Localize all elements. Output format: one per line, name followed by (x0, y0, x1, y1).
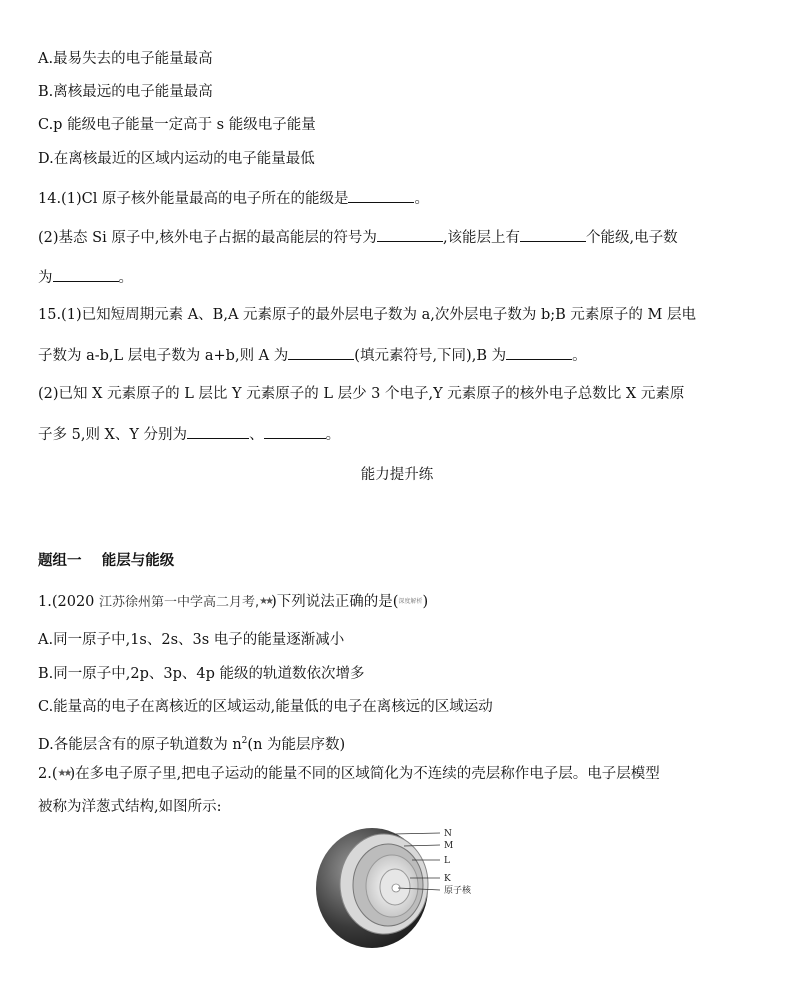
electron-shell-figure (312, 824, 492, 948)
group-title: 题组一 能层与能级 (38, 553, 175, 569)
q14-part2-cont: 为 。 (38, 267, 133, 288)
q15-line1: 15.(1)已知短周期元素 A、B,A 元素原子的最外层电子数为 a,次外层电子数为 b;B 元素原子的 M 层电 (38, 307, 696, 323)
q2-line1: 2.(★★)在多电子原子里,把电子运动的能量不同的区域简化为不连续的壳层称作电子层。电子层模型 (38, 766, 660, 782)
answer-blank[interactable] (187, 424, 249, 439)
q14-part2: (2)基态 Si 原子中,核外电子占据的最高能层的符号为 ,该能层上有 个能级,电子数 (38, 227, 678, 248)
difficulty-star-icon: ★★ (57, 768, 70, 779)
q1-stem: 1.(2020 江苏徐州第一中学高二月考,★★)下列说法正确的是(深度解析) (38, 594, 429, 610)
q1-option-d: D.各能层含有的原子轨道数为 $n^2(n$ 为能层序数) (38, 736, 346, 753)
q13-option-a: A.最易失去的电子能量最高 (38, 51, 213, 67)
q15-line2: 子数为 a-b,L 层电子数为 a+b,则 A 为 (填元素符号,下同),B 为 。 (38, 345, 587, 366)
answer-blank[interactable] (520, 227, 586, 242)
label-nucleus: 原子核 (444, 886, 472, 896)
answer-blank[interactable] (348, 188, 414, 203)
label-m: M (444, 841, 454, 851)
q13-option-b: B.离核最远的电子能量最高 (38, 84, 213, 100)
q13-option-d: D.在离核最近的区域内运动的电子能量最低 (38, 151, 315, 167)
label-n: N (444, 829, 452, 839)
q15-line3: (2)已知 X 元素原子的 L 层比 Y 元素原子的 L 层少 3 个电子,Y 元素原子的核外电子总数比 X 元素原 (38, 386, 685, 402)
section-title: 能力提升练 (360, 467, 434, 483)
q14-part1: 14.(1)Cl 原子核外能量最高的电子所在的能级是 。 (38, 188, 429, 209)
q13-option-c: C.p 能级电子能量一定高于 s 能级电子能量 (38, 117, 316, 133)
q1-source: 江苏徐州第一中学高二月考, (99, 595, 260, 610)
q15-line4: 子多 5,则 X、Y 分别为 、 。 (38, 424, 340, 445)
difficulty-star-icon: ★★ (259, 596, 272, 607)
label-l: L (444, 856, 450, 866)
answer-blank[interactable] (377, 227, 443, 242)
q1-option-c: C.能量高的电子在离核近的区域运动,能量低的电子在离核远的区域运动 (38, 699, 493, 715)
answer-blank[interactable] (53, 267, 119, 282)
answer-blank[interactable] (288, 345, 354, 360)
q1-option-a: A.同一原子中,1s、2s、3s 电子的能量逐渐减小 (38, 632, 345, 648)
answer-blank[interactable] (506, 345, 572, 360)
q1-option-b: B.同一原子中,2p、3p、4p 能级的轨道数依次增多 (38, 666, 365, 682)
q2-line2: 被称为洋葱式结构,如图所示: (38, 799, 222, 815)
answer-blank[interactable] (264, 424, 326, 439)
label-k: K (444, 874, 451, 884)
q1-analysis-tag[interactable]: 深度解析 (398, 598, 423, 605)
